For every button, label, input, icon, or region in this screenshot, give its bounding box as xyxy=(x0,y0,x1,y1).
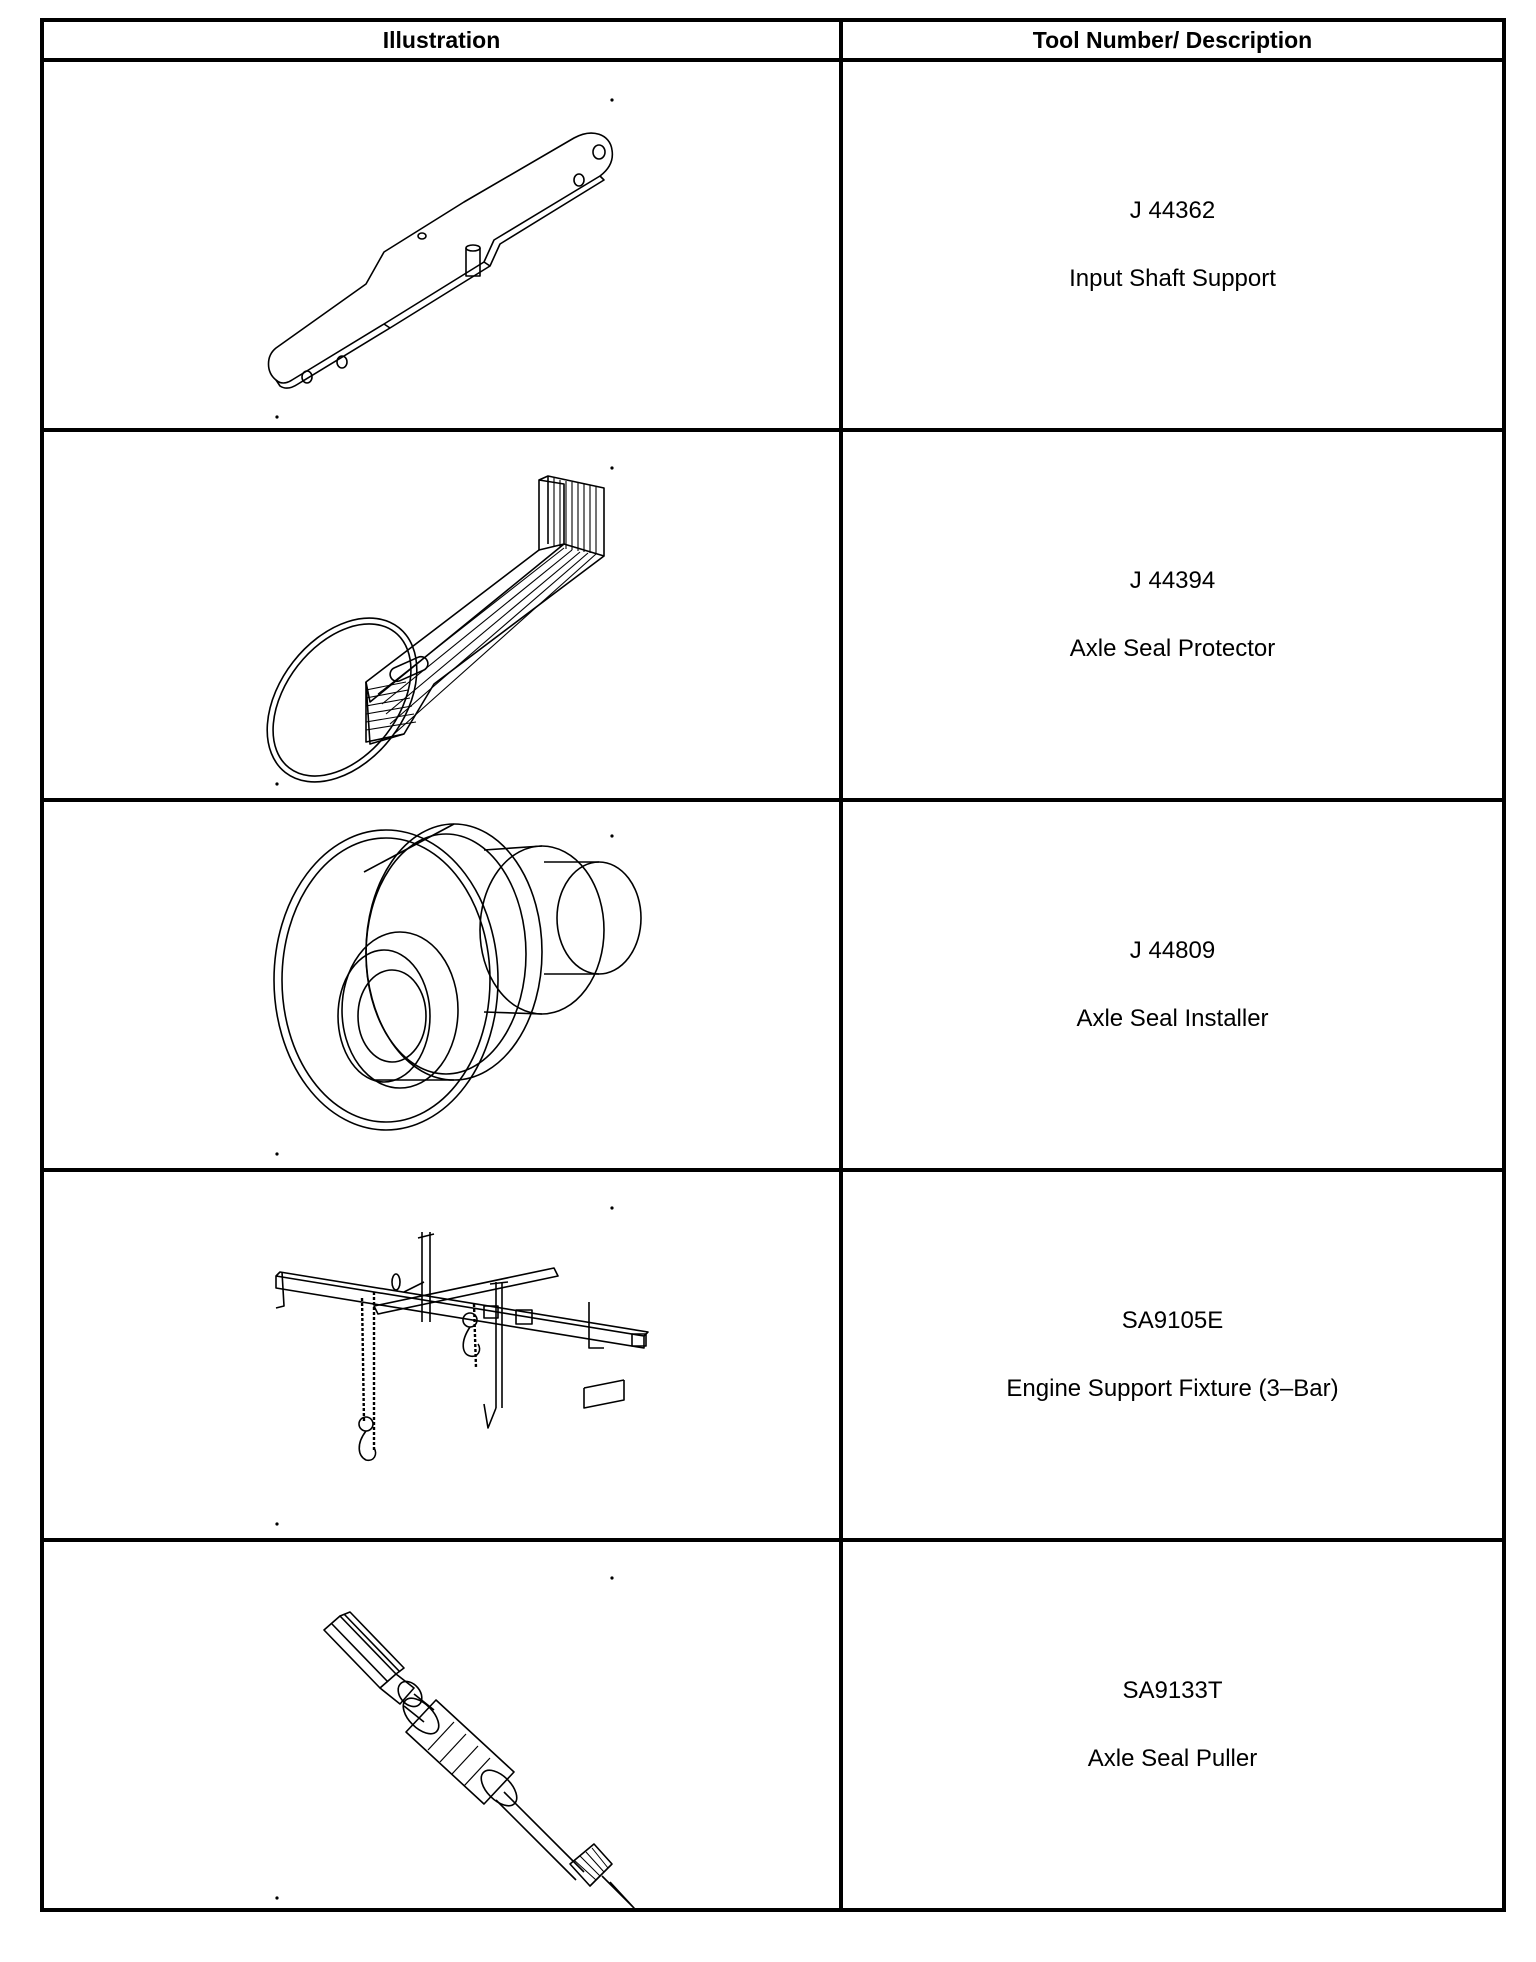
table-row xyxy=(42,1540,1504,1910)
tool-description: Engine Support Fixture (3–Bar) xyxy=(1006,1375,1339,1402)
engine-support-fixture-icon xyxy=(44,1172,843,1538)
axle-seal-protector-icon xyxy=(44,432,843,798)
description-cell xyxy=(841,60,1504,430)
tool-number: J 44362 xyxy=(1129,197,1216,224)
header-illustration: Illustration xyxy=(42,20,841,60)
input-shaft-support-icon xyxy=(44,62,843,428)
tool-number: J 44394 xyxy=(1129,567,1216,594)
tool-number: SA9105E xyxy=(1121,1307,1224,1334)
tool-description: Input Shaft Support xyxy=(1069,265,1276,292)
illustration-cell xyxy=(42,1170,841,1540)
axle-seal-installer-icon xyxy=(44,802,843,1168)
tool-description: Axle Seal Protector xyxy=(1069,635,1276,662)
description-cell xyxy=(841,1170,1504,1540)
table-header-row xyxy=(42,20,1504,60)
tool-description: Axle Seal Installer xyxy=(1076,1005,1269,1032)
tool-table xyxy=(40,18,1506,1912)
illustration-cell xyxy=(42,430,841,800)
illustration-cell xyxy=(42,1540,841,1910)
description-cell xyxy=(841,1540,1504,1910)
description-cell xyxy=(841,800,1504,1170)
table-row xyxy=(42,800,1504,1170)
table-row xyxy=(42,430,1504,800)
illustration-cell xyxy=(42,60,841,430)
illustration-cell xyxy=(42,800,841,1170)
tool-number: J 44809 xyxy=(1129,937,1216,964)
header-tool-number-description: Tool Number/ Description xyxy=(841,20,1504,60)
table-row xyxy=(42,60,1504,430)
tool-number: SA9133T xyxy=(1122,1677,1223,1704)
axle-seal-puller-icon xyxy=(44,1542,843,1908)
table-row xyxy=(42,1170,1504,1540)
tool-description: Axle Seal Puller xyxy=(1087,1745,1258,1772)
description-cell xyxy=(841,430,1504,800)
